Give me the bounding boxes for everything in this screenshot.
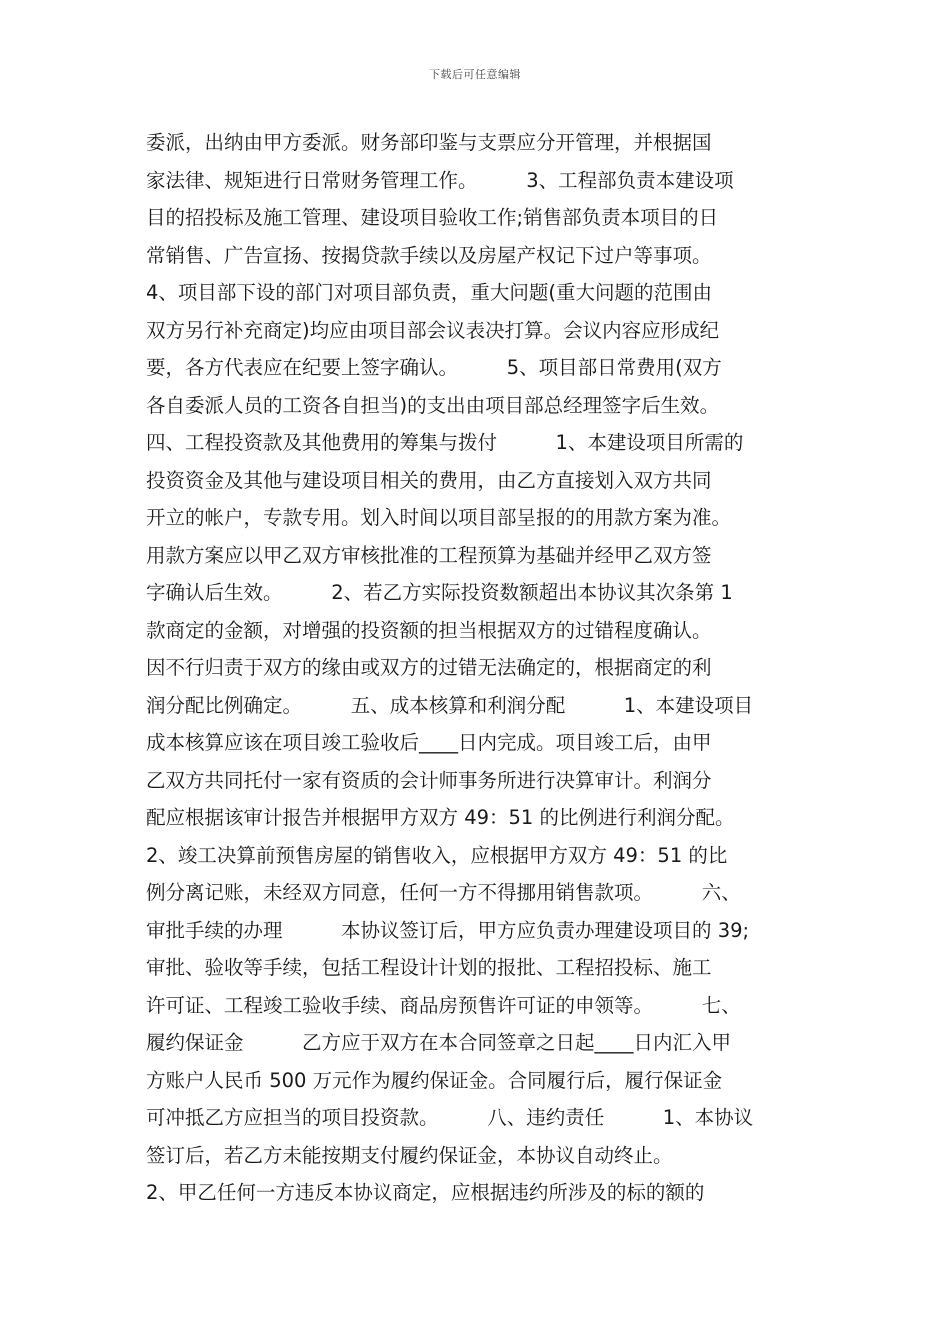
body-line: 2、甲乙任何一方违反本协议商定，应根据违约所涉及的标的额的 [146, 1181, 705, 1204]
body-line: 双方另行补充商定)均应由项目部会议表决打算。会议内容应形成纪 [146, 318, 720, 342]
body-line: 配应根据该审计报告并根据甲方双方 49：51 的比例进行利润分配。 [146, 806, 735, 829]
body-line: 款商定的金额，对增强的投资额的担当根据双方的过错程度确认。 [146, 618, 712, 642]
body-line: 委派，出纳由甲方委派。财务部印鉴与支票应分开管理，并根据国 [146, 131, 712, 154]
body-line: 2、竣工决算前预售房屋的销售收入，应根据甲方双方 49：51 的比 [146, 843, 728, 867]
body-line: 例分离记账，未经双方同意，任何一方不得挪用销售款项。 六、 [146, 881, 741, 904]
body-line: 乙双方共同托付一家有资质的会计师事务所进行决算审计。利润分 [146, 768, 712, 792]
body-line: 方账户人民币 500 万元作为履约保证金。合同履行后，履行保证金 [146, 1068, 723, 1092]
body-line: 字确认后生效。 2、若乙方实际投资数额超出本协议其次条第 1 [146, 581, 733, 604]
body-line: 家法律、规矩进行日常财务管理工作。 3、工程部负责本建设项 [146, 168, 734, 192]
body-line: 签订后，若乙方未能按期支付履约保证金，本协议自动终止。 [146, 1143, 673, 1167]
body-line: 4、项目部下设的部门对项目部负责，重大问题(重大问题的范围由 [146, 281, 713, 304]
body-line: 投资资金及其他与建设项目相关的费用，由乙方直接划入双方共同 [146, 468, 712, 492]
body-line: 许可证、工程竣工验收手续、商品房预售许可证的申领等。 七、 [146, 993, 741, 1017]
body-line: 四、工程投资款及其他费用的筹集与拨付 1、本建设项目所需的 [146, 431, 744, 454]
body-line: 因不行归责于双方的缘由或双方的过错无法确定的，根据商定的利 [146, 656, 712, 679]
page-header: 下载后可任意编辑 [429, 68, 521, 81]
body-line: 开立的帐户，专款专用。划入时间以项目部呈报的的用款方案为准。 [146, 506, 732, 529]
body-line: 用款方案应以甲乙双方审核批准的工程预算为基础并经甲乙双方签 [146, 543, 712, 567]
body-line: 目的招投标及施工管理、建设项目验收工作;销售部负责本项目的日 [146, 206, 719, 229]
body-line: 要，各方代表应在纪要上签字确认。 5、项目部日常费用(双方 [146, 356, 722, 379]
document-body [146, 124, 818, 1212]
body-line: 审批、验收等手续，包括工程设计计划的报批、工程招投标、施工 [146, 956, 712, 979]
body-line: 履约保证金 乙方应于双方在本合同签章之日起____日内汇入甲 [146, 1031, 732, 1054]
body-line: 审批手续的办理 本协议签订后，甲方应负责办理建设项目的 39; [146, 918, 750, 942]
body-line: 可冲抵乙方应担当的项目投资款。 八、违约责任 1、本协议 [146, 1106, 754, 1129]
body-line: 成本核算应该在项目竣工验收后____日内完成。项目竣工后，由甲 [146, 731, 712, 754]
body-line: 常销售、广告宣扬、按揭贷款手续以及房屋产权记下过户等事项。 [146, 243, 712, 267]
body-line: 各自委派人员的工资各自担当)的支出由项目部总经理签字后生效。 [146, 393, 720, 417]
body-line: 润分配比例确定。 五、成本核算和利润分配 1、本建设项目 [146, 693, 754, 717]
